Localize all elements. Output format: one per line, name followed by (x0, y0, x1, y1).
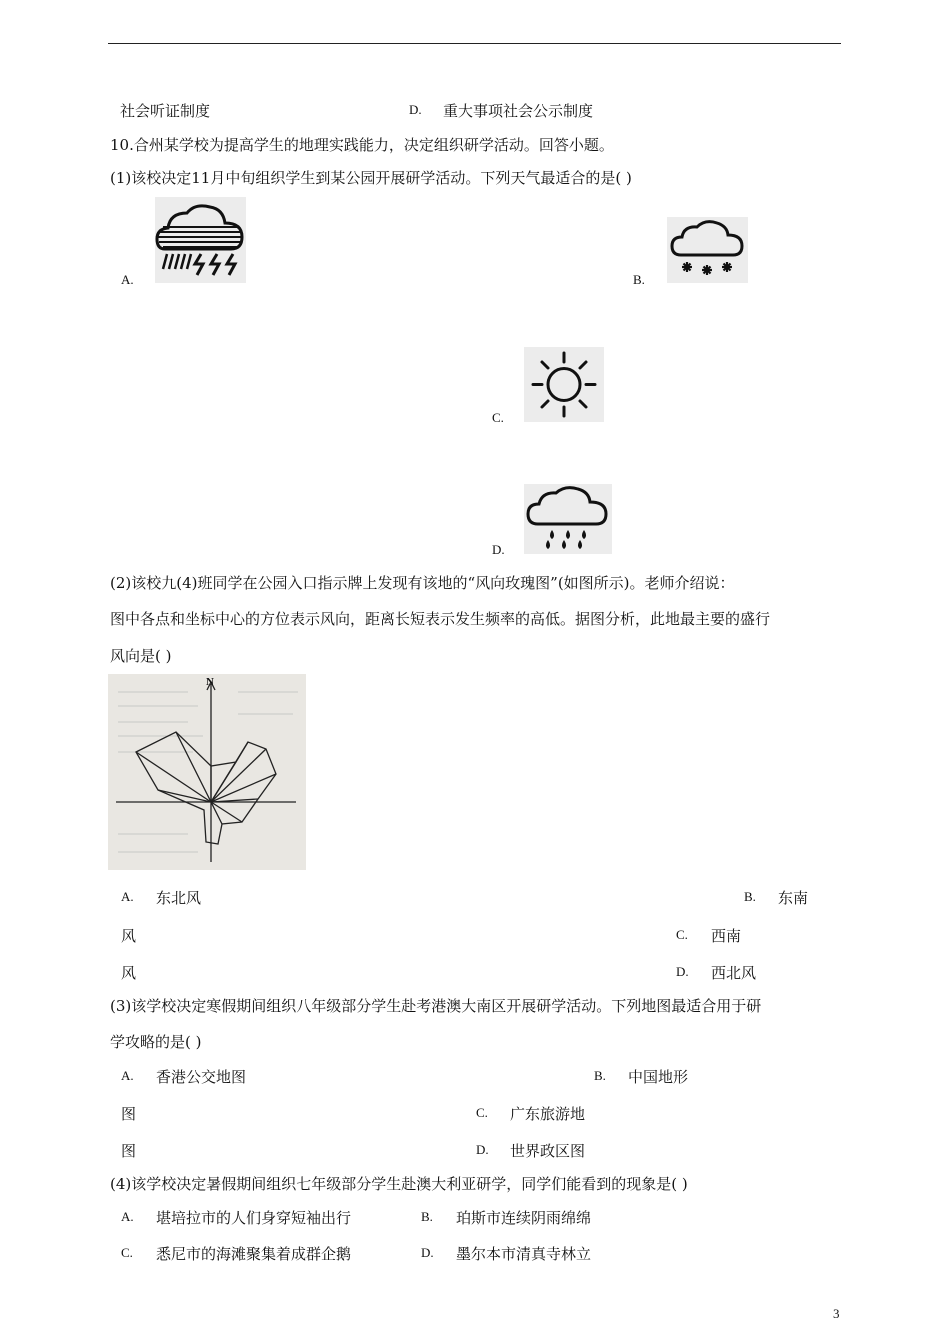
q10-1-stem: (1)该校决定11月中旬组织学生到某公园开展研学活动。下列天气最适合的是( ) (110, 169, 632, 187)
q10-3-option-b-label[interactable]: B. (594, 1068, 606, 1083)
header-rule (108, 43, 841, 44)
q10-3-option-c-text[interactable]: 广东旅游地 (510, 1105, 586, 1123)
rain-icon[interactable] (524, 484, 612, 554)
q10-3-option-b-text[interactable]: 中国地形 (628, 1068, 689, 1086)
q10-4-option-d-label[interactable]: D. (421, 1245, 434, 1260)
prev-option-d-text: 重大事项社会公示制度 (443, 102, 594, 120)
q10-3-option-a-wrap: 图 (121, 1105, 137, 1123)
q10-2-option-b-label[interactable]: B. (744, 889, 756, 904)
q10-1-option-c-label[interactable]: C. (492, 410, 504, 425)
q10-3-option-a-label[interactable]: A. (121, 1068, 134, 1083)
q10-4-option-c-text[interactable]: 悉尼市的海滩聚集着成群企鹅 (156, 1245, 352, 1263)
q10-2-option-a-label[interactable]: A. (121, 889, 134, 904)
page-number: 3 (833, 1306, 840, 1321)
q10-4-option-c-label[interactable]: C. (121, 1245, 133, 1260)
wind-rose-figure (108, 674, 306, 870)
q10-2-option-c-wrap: 风 (121, 964, 137, 982)
q10-3-option-d-text[interactable]: 世界政区图 (510, 1142, 586, 1160)
q10-2-option-c-label[interactable]: C. (676, 927, 688, 942)
q10-2-option-d-text[interactable]: 西北风 (711, 964, 757, 982)
q10-4-option-b-text[interactable]: 珀斯市连续阴雨绵绵 (456, 1209, 592, 1227)
q10-3-line2: 学攻略的是( ) (110, 1033, 202, 1051)
prev-option-d-label: D. (409, 102, 422, 117)
prev-option-c-text: 社会听证制度 (120, 102, 211, 120)
q10-1-option-d-label[interactable]: D. (492, 542, 505, 557)
q10-2-line3: 风向是( ) (110, 647, 172, 665)
q10-4-stem: (4)该学校决定暑假期间组织七年级部分学生赴澳大利亚研学，同学们能看到的现象是( ) (110, 1175, 688, 1193)
q10-3-option-d-label[interactable]: D. (476, 1142, 489, 1157)
q10-1-option-b-label[interactable]: B. (633, 272, 645, 287)
q10-2-line2: 图中各点和坐标中心的方位表示风向，距离长短表示发生频率的高低。据图分析，此地最主要的盛行 (110, 610, 771, 628)
q10-2-option-b-wrap: 风 (121, 927, 137, 945)
q10-stem: 10.合州某学校为提高学生的地理实践能力，决定组织研学活动。回答小题。 (110, 136, 614, 154)
q10-3-option-a-text[interactable]: 香港公交地图 (156, 1068, 247, 1086)
wind-rose-north-label: N (206, 676, 214, 688)
q10-4-option-d-text[interactable]: 墨尔本市清真寺林立 (456, 1245, 592, 1263)
q10-2-option-d-label[interactable]: D. (676, 964, 689, 979)
q10-2-option-b-text[interactable]: 东南 (778, 889, 809, 907)
q10-1-option-a-label[interactable]: A. (121, 272, 134, 287)
q10-2-line1: (2)该校九(4)班同学在公园入口指示牌上发现有该地的“风向玫瑰图”(如图所示)。老师介绍说： (110, 574, 735, 592)
q10-3-option-c-wrap: 图 (121, 1142, 137, 1160)
q10-2-option-c-text[interactable]: 西南 (711, 927, 742, 945)
snow-icon[interactable] (667, 217, 748, 283)
q10-3-line1: (3)该学校决定寒假期间组织八年级部分学生赴考港澳大南区开展研学活动。下列地图最适合用于研 (110, 997, 762, 1015)
sunny-icon[interactable] (524, 347, 604, 422)
q10-4-option-a-text[interactable]: 堪培拉市的人们身穿短袖出行 (156, 1209, 352, 1227)
q10-2-option-a-text[interactable]: 东北风 (156, 889, 202, 907)
q10-4-option-b-label[interactable]: B. (421, 1209, 433, 1224)
q10-3-option-c-label[interactable]: C. (476, 1105, 488, 1120)
q10-4-option-a-label[interactable]: A. (121, 1209, 134, 1224)
thunderstorm-icon[interactable] (155, 197, 246, 283)
